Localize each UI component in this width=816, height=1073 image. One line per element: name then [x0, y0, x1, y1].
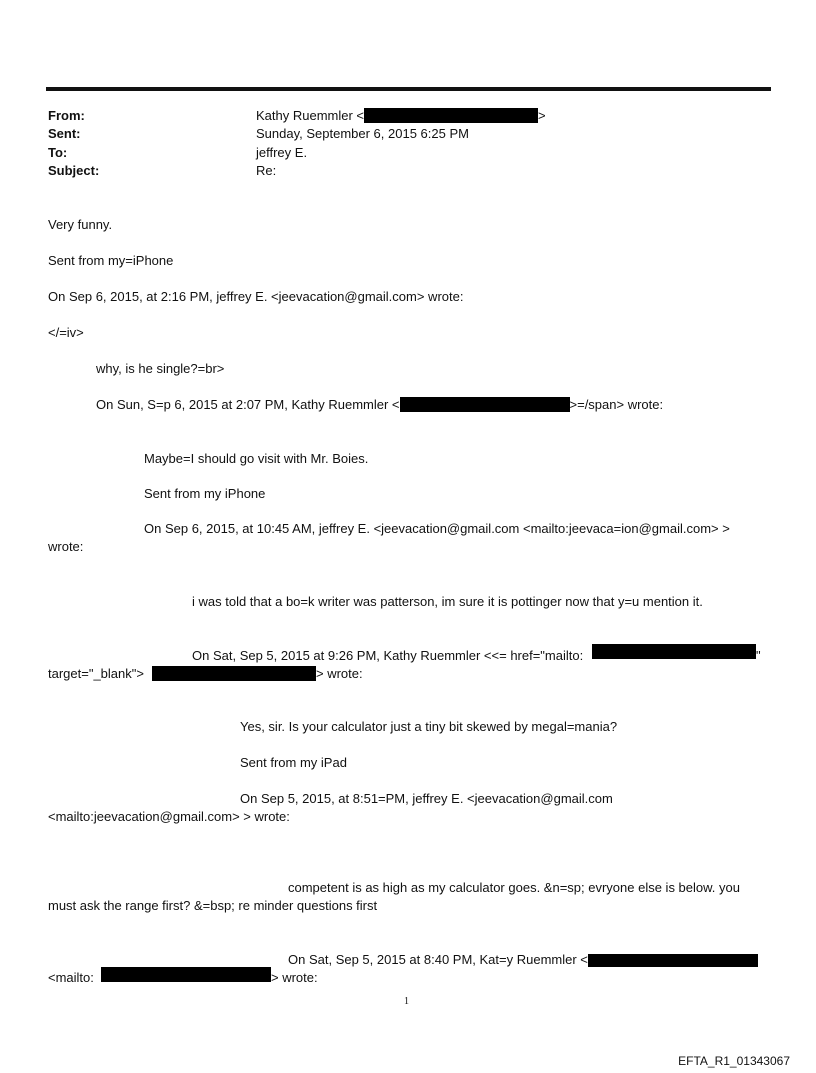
- body-line: On Sep 5, 2015, at 8:51=PM, jeffrey E. <jeevacation@gmail.com: [240, 791, 613, 806]
- to-value: jeffrey E.: [256, 145, 308, 160]
- redaction-box: [400, 397, 570, 412]
- body-line: must ask the range first? &=bsp; re minder questions first: [48, 898, 378, 913]
- body-line: Yes, sir. Is your calculator just a tiny bit skewed by megal=mania?: [240, 719, 618, 734]
- body-line: On Sat, Sep 5, 2015 at 8:40 PM, Kat=y Ruemmler <: [288, 952, 588, 967]
- sent-label: Sent:: [48, 126, 81, 141]
- to-label: To:: [48, 145, 68, 160]
- body-line: > wrote:: [316, 666, 363, 681]
- redaction-box: [592, 644, 756, 659]
- sent-value: Sunday, September 6, 2015 6:25 PM: [256, 126, 469, 141]
- body-line: <mailto:jeevacation@gmail.com> > wrote:: [48, 809, 290, 824]
- body-text: >=/span> wrote:: [569, 397, 664, 412]
- body-line: </=iv>: [48, 325, 84, 340]
- body-line: Maybe=I should go visit with Mr. Boies.: [144, 451, 369, 466]
- body-line: i was told that a bo=k writer was patterson, im sure it is pottinger now that y=u mention it.: [192, 594, 703, 609]
- body-line: Sent from my iPad: [240, 755, 347, 770]
- body-text: On Sun, S=p 6, 2015 at 2:07 PM, Kathy Ruemmler <: [96, 397, 400, 412]
- body-line: ": [756, 648, 761, 663]
- body-line: Sent from my iPhone: [144, 486, 266, 501]
- page-number: 1: [404, 996, 409, 1007]
- body-line: > wrote:: [271, 970, 318, 985]
- body-line: On Sep 6, 2015, at 2:16 PM, jeffrey E. <jeevacation@gmail.com> wrote:: [48, 289, 464, 304]
- redaction-box: [152, 666, 316, 681]
- subject-value: Re:: [256, 163, 277, 178]
- body-line: wrote:: [48, 539, 84, 554]
- from-name: Kathy Ruemmler <: [256, 108, 365, 123]
- from-close: >: [538, 108, 546, 123]
- body-line: On Sat, Sep 5, 2015 at 9:26 PM, Kathy Ruemmler <<= href="mailto:: [192, 648, 584, 663]
- redaction-box: [588, 954, 758, 967]
- body-line: target="_blank">: [48, 666, 144, 681]
- body-line: Very funny.: [48, 217, 113, 232]
- body-line: <mailto:: [48, 970, 94, 985]
- from-value: [256, 107, 546, 125]
- document-id: EFTA_R1_01343067: [678, 1054, 790, 1068]
- from-label: From:: [48, 108, 85, 123]
- body-line: why, is he single?=br>: [96, 361, 225, 376]
- redaction-box: [101, 967, 271, 982]
- subject-label: Subject:: [48, 163, 100, 178]
- body-line: [96, 396, 663, 414]
- body-line: On Sep 6, 2015, at 10:45 AM, jeffrey E. <jeevacation@gmail.com <mailto:jeevaca=ion@gmail.com> >: [144, 521, 730, 536]
- body-line: competent is as high as my calculator goes. &n=sp; evryone else is below. you: [288, 880, 740, 895]
- header-rule: [46, 87, 771, 91]
- body-line: Sent from my=iPhone: [48, 253, 174, 268]
- redaction-box: [364, 108, 538, 123]
